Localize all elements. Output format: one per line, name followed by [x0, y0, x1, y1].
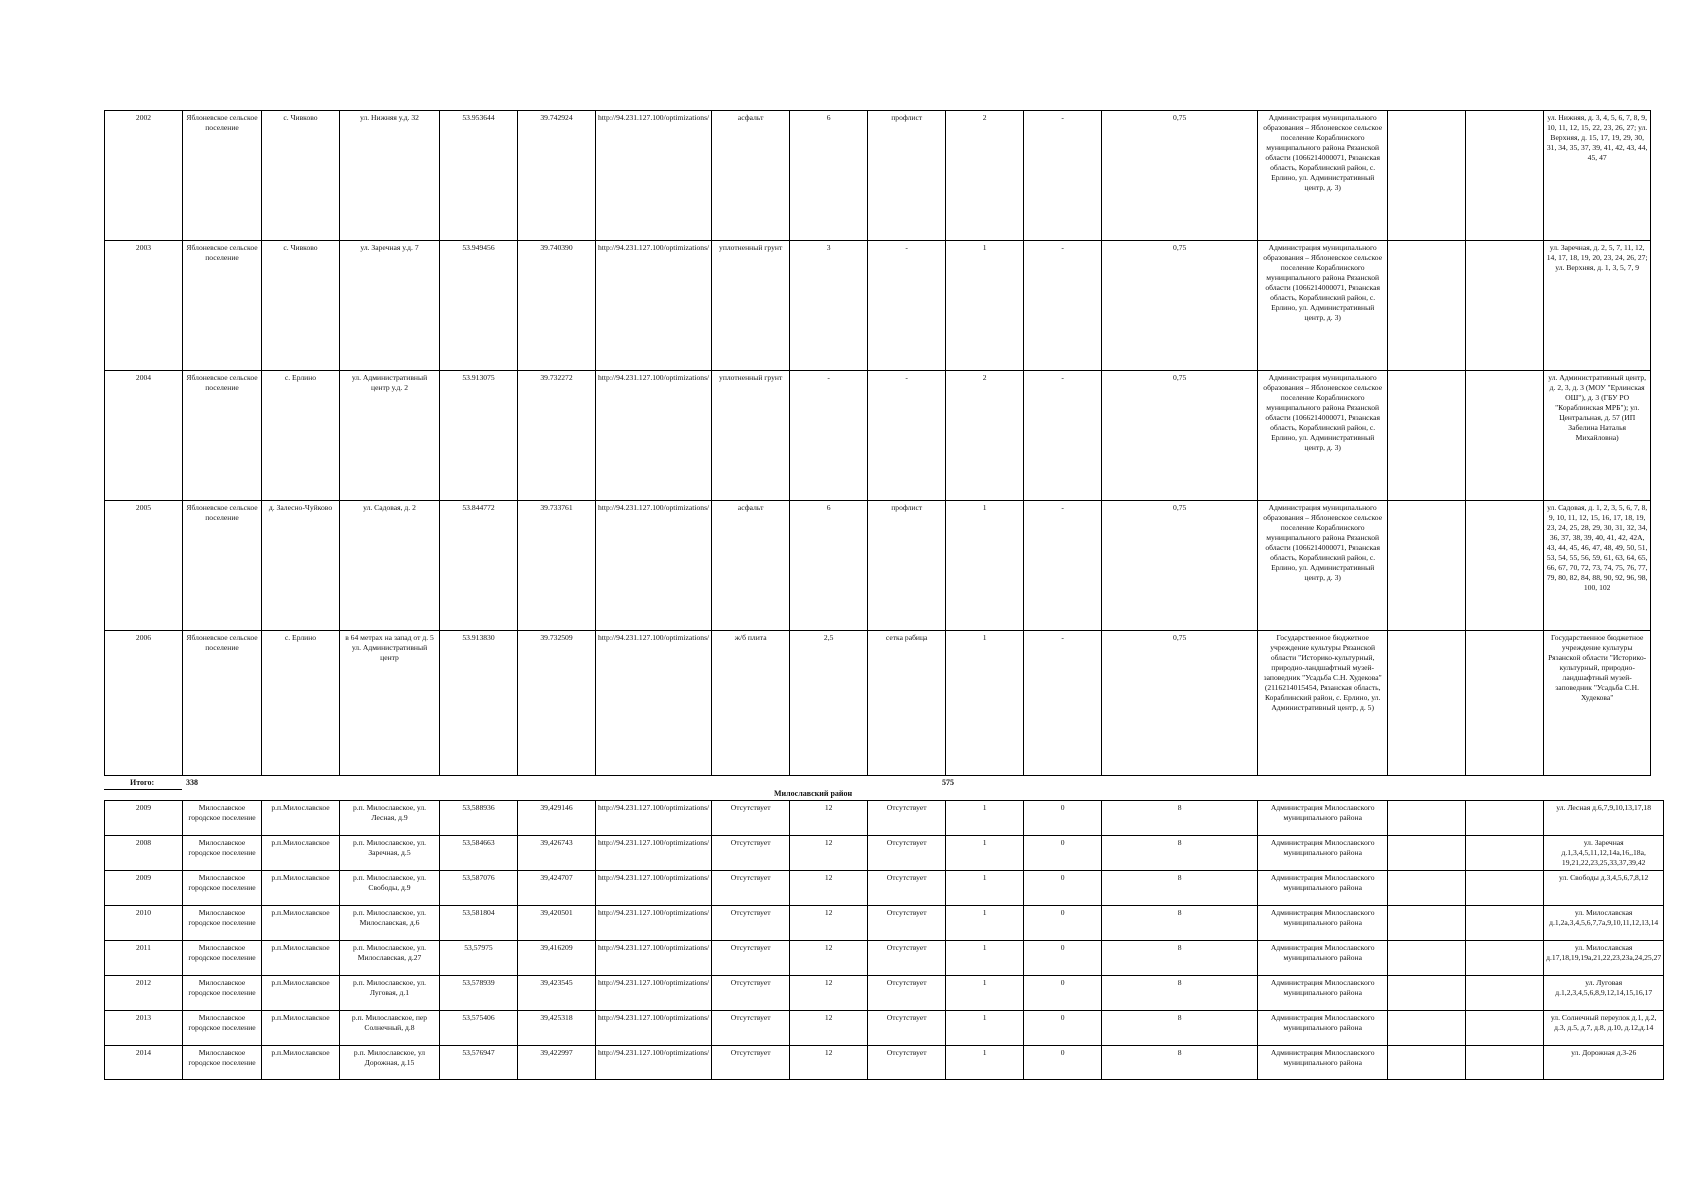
table-cell: Администрация Милославского муниципального района: [1258, 1011, 1388, 1046]
table-cell: http://94.231.127.100/optimizations/: [596, 631, 712, 776]
table-cell: с. Ерлино: [262, 371, 340, 501]
table-cell: Администрация муниципального образования – Яблоневское сельское поселение Кораблинского муниципального района Рязанской области (1066214000071, Рязанская область, Кораблинский район, с. Ерлино, ул. Административный центр, д. 3): [1258, 501, 1388, 631]
table-cell: р.п. Милославское, ул. Луговая, д.1: [340, 976, 440, 1011]
table-cell: http://94.231.127.100/optimizations/: [596, 836, 712, 871]
table-cell: р.п.Милославское: [262, 1011, 340, 1046]
table-cell: [1388, 941, 1466, 976]
table-cell: Администрация Милославского муниципального района: [1258, 836, 1388, 871]
table-cell: с. Чивково: [262, 241, 340, 371]
table-cell: ул. Милославская д.1,2а,3,4,5,6,7,7а,9,10,11,12,13,14: [1544, 906, 1664, 941]
registry-table-top: [104, 110, 1651, 776]
table-cell: Администрация Милославского муниципального района: [1258, 906, 1388, 941]
table-cell: -: [1024, 501, 1102, 631]
table-cell: [1388, 631, 1466, 776]
table-cell: 0: [1024, 1046, 1102, 1080]
table-cell: 53.844772: [440, 501, 518, 631]
table-cell: р.п.Милославское: [262, 836, 340, 871]
table-row: [105, 976, 1664, 1011]
table-cell: ул. Солнечный переулок д.1, д.2, д.3, д.5, д.7, д.8, д.10, д.12,д.14: [1544, 1011, 1664, 1046]
table-cell: Отсутствует: [868, 871, 946, 906]
table-cell: 12: [790, 941, 868, 976]
table-cell: в 64 метрах на запад от д. 5 ул. Административный центр: [340, 631, 440, 776]
table-cell: р.п. Милославское, ул. Свободы, д.9: [340, 871, 440, 906]
table-cell: 0: [1024, 871, 1102, 906]
table-cell: Милославское городское поселение: [183, 906, 262, 941]
table-cell: [1466, 1011, 1544, 1046]
table-cell: 39.733761: [518, 501, 596, 631]
table-cell: Милославское городское поселение: [183, 976, 262, 1011]
district-summary: [104, 778, 1546, 800]
table-cell: 39.742924: [518, 111, 596, 241]
table-cell: Отсутствует: [712, 1011, 790, 1046]
table-cell: 6: [790, 501, 868, 631]
table-cell: 2: [946, 371, 1024, 501]
table-cell: 1: [946, 801, 1024, 836]
table-cell: 53,57975: [440, 941, 518, 976]
table-cell: Милославское городское поселение: [183, 801, 262, 836]
table-cell: -: [1024, 241, 1102, 371]
table-cell: с. Ерлино: [262, 631, 340, 776]
table-cell: 53.949456: [440, 241, 518, 371]
table-cell: ул. Садовая, д. 1, 2, 3, 5, 6, 7, 8, 9, 10, 11, 12, 15, 16, 17, 18, 19, 23, 24, 25, 28, 29, 30, 31, 32, 34, 36, 37, 38, 39, 40, 41, 42, 42А, 43, 44, 45, 46, 47, 48, 49, 50, 51, 53, 54, 55, 56, 59, 61, 63, 64, 65, 66, 67, 70, 72, 73, 74, 75, 76, 77, 79, 80, 82, 84, 88, 90, 92, 96, 98, 100, 102: [1544, 501, 1651, 631]
table-cell: р.п. Милославское, ул. Заречная, д.5: [340, 836, 440, 871]
table-cell: р.п.Милославское: [262, 941, 340, 976]
table-cell: 53,581804: [440, 906, 518, 941]
table-cell: 0: [1024, 906, 1102, 941]
table-cell: ул. Дорожная д.3-26: [1544, 1046, 1664, 1080]
table-cell: Отсутствует: [868, 941, 946, 976]
table-cell: http://94.231.127.100/optimizations/: [596, 371, 712, 501]
table-cell: Отсутствует: [712, 836, 790, 871]
table-cell: р.п. Милославское, ул Дорожная, д.15: [340, 1046, 440, 1080]
table-cell: 1: [946, 976, 1024, 1011]
table-cell: http://94.231.127.100/optimizations/: [596, 976, 712, 1011]
table-cell: 8: [1102, 941, 1258, 976]
table-cell: [1388, 501, 1466, 631]
table-cell: с. Чивково: [262, 111, 340, 241]
total-value: 338: [186, 778, 198, 787]
table-row: [105, 801, 1664, 836]
table-cell: Администрация Милославского муниципального района: [1258, 801, 1388, 836]
table-cell: 1: [946, 1046, 1024, 1080]
table-cell: 0,75: [1102, 241, 1258, 371]
total-value-secondary: 575: [942, 778, 954, 787]
table-cell: Государственное бюджетное учреждение культуры Рязанской области "Историко-культурный, природно-ландшафтный музей-заповедник "Усадьба С.Н. Худекова" (2116214015454, Рязанская область, Кораблинский район, с. Ерлино, ул. Административный центр, д. 5): [1258, 631, 1388, 776]
table-cell: -: [790, 371, 868, 501]
table-cell: [1466, 1046, 1544, 1080]
table-cell: ул. Административный центр у.д. 2: [340, 371, 440, 501]
table-cell: сетка рабица: [868, 631, 946, 776]
table-cell: Отсутствует: [712, 941, 790, 976]
table-cell: [1388, 1046, 1466, 1080]
table-cell: Отсутствует: [712, 906, 790, 941]
table-cell: 39,425318: [518, 1011, 596, 1046]
table-cell: ул. Нижняя, д. 3, 4, 5, 6, 7, 8, 9, 10, 11, 12, 15, 22, 23, 26, 27; ул. Верхняя, д. 15, 17, 19, 29, 30, 31, 34, 35, 37, 39, 41, 42, 43, 44, 45, 47: [1544, 111, 1651, 241]
table-cell: Яблоневское сельское поселение: [183, 111, 262, 241]
table-cell: 1: [946, 871, 1024, 906]
table-cell: 53,575406: [440, 1011, 518, 1046]
table-cell: Отсутствует: [712, 801, 790, 836]
table-cell: http://94.231.127.100/optimizations/: [596, 801, 712, 836]
table-cell: профлист: [868, 501, 946, 631]
table-cell: 12: [790, 906, 868, 941]
table-cell: [1466, 631, 1544, 776]
table-cell: 2006: [105, 631, 183, 776]
table-cell: Администрация Милославского муниципального района: [1258, 941, 1388, 976]
table-cell: 1: [946, 501, 1024, 631]
table-cell: http://94.231.127.100/optimizations/: [596, 501, 712, 631]
table-cell: http://94.231.127.100/optimizations/: [596, 241, 712, 371]
table-cell: -: [1024, 631, 1102, 776]
table-cell: 39,416209: [518, 941, 596, 976]
table-cell: [1466, 801, 1544, 836]
table-cell: 12: [790, 801, 868, 836]
table-cell: 39.732272: [518, 371, 596, 501]
table-cell: 0: [1024, 801, 1102, 836]
table-row: [105, 631, 1651, 776]
table-cell: 6: [790, 111, 868, 241]
table-cell: ул. Административный центр, д. 2, 3, д. 3 (МОУ "Ерлинская ОШ"), д. 3 (ГБУ РО "Кораблинская МРБ"); ул. Центральная, д. 57 (ИП Забелина Наталья Михайловна): [1544, 371, 1651, 501]
table-cell: Отсутствует: [868, 906, 946, 941]
table-cell: 39.740390: [518, 241, 596, 371]
table-cell: 12: [790, 836, 868, 871]
table-cell: 53,587076: [440, 871, 518, 906]
table-cell: http://94.231.127.100/optimizations/: [596, 111, 712, 241]
table-cell: 0,75: [1102, 371, 1258, 501]
table-cell: 39,426743: [518, 836, 596, 871]
table-cell: 1: [946, 906, 1024, 941]
table-cell: 8: [1102, 871, 1258, 906]
table-cell: 12: [790, 976, 868, 1011]
table-cell: 12: [790, 871, 868, 906]
table-cell: 0: [1024, 836, 1102, 871]
table-row: [105, 941, 1664, 976]
table-cell: Отсутствует: [868, 1011, 946, 1046]
table-cell: Отсутствует: [712, 871, 790, 906]
table-cell: -: [1024, 371, 1102, 501]
table-cell: 1: [946, 1011, 1024, 1046]
table-cell: -: [868, 371, 946, 501]
table-cell: 8: [1102, 801, 1258, 836]
table-cell: 53.913075: [440, 371, 518, 501]
table-cell: ул. Заречная у.д. 7: [340, 241, 440, 371]
table-cell: 12: [790, 1011, 868, 1046]
table-cell: 39,423545: [518, 976, 596, 1011]
table-cell: 2010: [105, 906, 183, 941]
table-cell: 2011: [105, 941, 183, 976]
table-cell: 39,422997: [518, 1046, 596, 1080]
table-cell: Отсутствует: [868, 801, 946, 836]
table-cell: [1466, 906, 1544, 941]
table-cell: Милославское городское поселение: [183, 941, 262, 976]
table-cell: 53,576947: [440, 1046, 518, 1080]
table-cell: Администрация Милославского муниципального района: [1258, 1046, 1388, 1080]
table-cell: Отсутствует: [868, 976, 946, 1011]
table-cell: [1466, 371, 1544, 501]
table-cell: Милославское городское поселение: [183, 1046, 262, 1080]
table-row: [105, 836, 1664, 871]
table-cell: 2003: [105, 241, 183, 371]
table-cell: р.п.Милославское: [262, 801, 340, 836]
table-cell: 8: [1102, 836, 1258, 871]
table-cell: 0: [1024, 941, 1102, 976]
total-underline: [104, 789, 182, 790]
table-cell: [1388, 371, 1466, 501]
table-cell: [1388, 906, 1466, 941]
table-cell: Отсутствует: [712, 976, 790, 1011]
table-cell: 0,75: [1102, 631, 1258, 776]
table-cell: р.п.Милославское: [262, 1046, 340, 1080]
table-cell: 2002: [105, 111, 183, 241]
table-cell: 2013: [105, 1011, 183, 1046]
table-cell: р.п. Милославское, пер Солнечный, д.8: [340, 1011, 440, 1046]
table-cell: Администрация муниципального образования – Яблоневское сельское поселение Кораблинского муниципального района Рязанской области (1066214000071, Рязанская область, Кораблинский район, с. Ерлино, ул. Административный центр, д. 3): [1258, 111, 1388, 241]
table-row: [105, 1011, 1664, 1046]
table-cell: [1388, 111, 1466, 241]
table-cell: асфальт: [712, 111, 790, 241]
table-cell: 2008: [105, 836, 183, 871]
table-cell: 53.913830: [440, 631, 518, 776]
table-cell: 2009: [105, 871, 183, 906]
table-cell: Отсутствует: [712, 1046, 790, 1080]
table-cell: 2: [946, 111, 1024, 241]
table-cell: 0: [1024, 976, 1102, 1011]
table-cell: 2014: [105, 1046, 183, 1080]
table-row: [105, 111, 1651, 241]
table-cell: 53,584663: [440, 836, 518, 871]
table-cell: 0,75: [1102, 501, 1258, 631]
table-cell: 0,75: [1102, 111, 1258, 241]
table-row: [105, 871, 1664, 906]
table-cell: профлист: [868, 111, 946, 241]
table-cell: д. Залесно-Чуйково: [262, 501, 340, 631]
table-cell: 2012: [105, 976, 183, 1011]
table-cell: 39,424707: [518, 871, 596, 906]
table-cell: 8: [1102, 1046, 1258, 1080]
table-cell: Отсутствует: [868, 1046, 946, 1080]
table-cell: 2004: [105, 371, 183, 501]
table-cell: Яблоневское сельское поселение: [183, 631, 262, 776]
table-cell: ул. Милославская д.17,18,19,19а,21,22,23,23а,24,25,27: [1544, 941, 1664, 976]
table-cell: Администрация Милославского муниципального района: [1258, 871, 1388, 906]
table-cell: Администрация Милославского муниципального района: [1258, 976, 1388, 1011]
table-cell: ул. Нижняя у.д. 32: [340, 111, 440, 241]
table-cell: 1: [946, 941, 1024, 976]
table-cell: Яблоневское сельское поселение: [183, 241, 262, 371]
table-cell: Милославское городское поселение: [183, 871, 262, 906]
table-cell: Государственное бюджетное учреждение культуры Рязанской области "Историко-культурный, природно-ландшафтный музей-заповедник "Усадьба С.Н. Худекова": [1544, 631, 1651, 776]
table-row: [105, 906, 1664, 941]
table-cell: уплотненный грунт: [712, 241, 790, 371]
table-cell: 39,420501: [518, 906, 596, 941]
table-cell: [1466, 976, 1544, 1011]
table-cell: [1388, 801, 1466, 836]
table-cell: 53.953644: [440, 111, 518, 241]
table-cell: [1466, 501, 1544, 631]
table-cell: 2005: [105, 501, 183, 631]
table-cell: 3: [790, 241, 868, 371]
district-heading: Милославский район: [774, 789, 853, 798]
table-cell: [1466, 871, 1544, 906]
table-cell: ул. Лесная д.6,7,9,10,13,17,18: [1544, 801, 1664, 836]
table-cell: http://94.231.127.100/optimizations/: [596, 941, 712, 976]
table-cell: 2,5: [790, 631, 868, 776]
table-cell: р.п. Милославское, ул. Милославская, д.6: [340, 906, 440, 941]
table-cell: Яблоневское сельское поселение: [183, 501, 262, 631]
table-cell: 1: [946, 836, 1024, 871]
table-cell: ул. Луговая д.1,2,3,4,5,6,8,9,12,14,15,16,17: [1544, 976, 1664, 1011]
table-cell: [1388, 871, 1466, 906]
table-cell: http://94.231.127.100/optimizations/: [596, 1011, 712, 1046]
table-cell: р.п. Милославское, ул. Милославская, д.27: [340, 941, 440, 976]
table-cell: 53,578939: [440, 976, 518, 1011]
table-cell: ж/б плита: [712, 631, 790, 776]
table-cell: 2009: [105, 801, 183, 836]
table-cell: ул. Свободы д.3,4,5,6,7,8,12: [1544, 871, 1664, 906]
table-cell: [1466, 836, 1544, 871]
table-cell: 8: [1102, 976, 1258, 1011]
table-row: [105, 501, 1651, 631]
table-cell: Милославское городское поселение: [183, 1011, 262, 1046]
table-cell: 1: [946, 241, 1024, 371]
table-cell: р.п.Милославское: [262, 976, 340, 1011]
table-cell: 39,429146: [518, 801, 596, 836]
table-cell: [1388, 836, 1466, 871]
table-cell: уплотненный грунт: [712, 371, 790, 501]
table-cell: 8: [1102, 1011, 1258, 1046]
table-cell: ул. Заречная, д. 2, 5, 7, 11, 12, 14, 17, 18, 19, 20, 23, 24, 26, 27; ул. Верхняя, д. 1, 3, 5, 7, 9: [1544, 241, 1651, 371]
table-row: [105, 371, 1651, 501]
table-cell: 39.732509: [518, 631, 596, 776]
table-cell: [1388, 976, 1466, 1011]
table-row: [105, 1046, 1664, 1080]
table-cell: ул. Садовая, д. 2: [340, 501, 440, 631]
table-cell: ул. Заречная д.1,3,4,5,11,12,14а,16,,18а, 19,21,22,23,25,33,37,39,42: [1544, 836, 1664, 871]
table-cell: Яблоневское сельское поселение: [183, 371, 262, 501]
table-cell: Милославское городское поселение: [183, 836, 262, 871]
table-cell: -: [868, 241, 946, 371]
total-label: Итого:: [130, 778, 155, 787]
table-cell: 1: [946, 631, 1024, 776]
table-cell: [1388, 241, 1466, 371]
table-cell: [1466, 241, 1544, 371]
table-cell: http://94.231.127.100/optimizations/: [596, 1046, 712, 1080]
table-cell: Администрация муниципального образования – Яблоневское сельское поселение Кораблинского муниципального района Рязанской области (1066214000071, Рязанская область, Кораблинский район, с. Ерлино, ул. Административный центр, д. 3): [1258, 241, 1388, 371]
table-cell: Отсутствует: [868, 836, 946, 871]
registry-table-bottom: [104, 800, 1664, 1080]
table-cell: [1466, 111, 1544, 241]
table-cell: 53,588936: [440, 801, 518, 836]
table-cell: [1466, 941, 1544, 976]
table-cell: Администрация муниципального образования – Яблоневское сельское поселение Кораблинского муниципального района Рязанской области (1066214000071, Рязанская область, Кораблинский район, с. Ерлино, ул. Административный центр, д. 3): [1258, 371, 1388, 501]
table-row: [105, 241, 1651, 371]
table-cell: р.п. Милославское, ул. Лесная, д.9: [340, 801, 440, 836]
table-cell: 0: [1024, 1011, 1102, 1046]
table-cell: р.п.Милославское: [262, 871, 340, 906]
table-cell: асфальт: [712, 501, 790, 631]
table-cell: 8: [1102, 906, 1258, 941]
table-cell: 12: [790, 1046, 868, 1080]
table-cell: р.п.Милославское: [262, 906, 340, 941]
table-cell: http://94.231.127.100/optimizations/: [596, 906, 712, 941]
table-cell: -: [1024, 111, 1102, 241]
table-cell: http://94.231.127.100/optimizations/: [596, 871, 712, 906]
table-cell: [1388, 1011, 1466, 1046]
